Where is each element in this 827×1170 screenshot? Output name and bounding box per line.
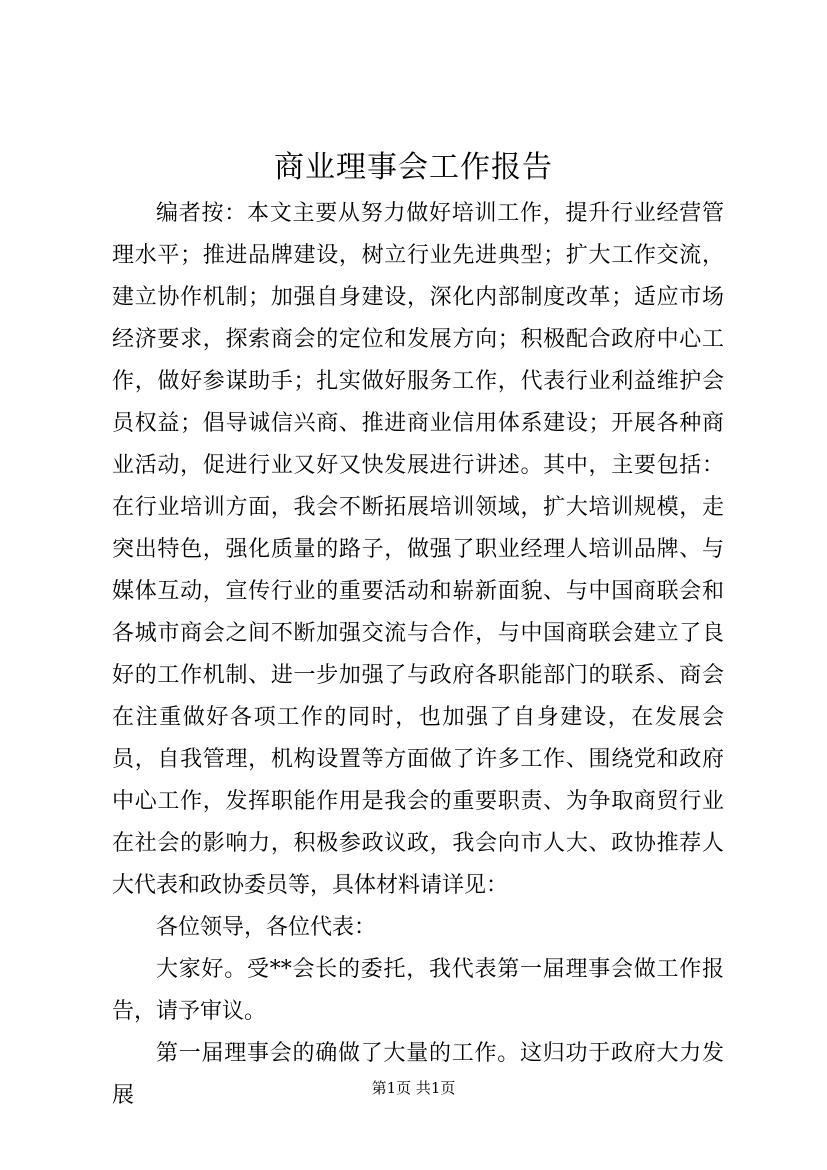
paragraph-greeting: 大家好。受**会长的委托，我代表第一届理事会做工作报告，请予审议。 [112, 957, 724, 1024]
paragraph-work-summary: 第一届理事会的确做了大量的工作。这归功于政府大力发展 [112, 1041, 724, 1108]
paragraph-editor-note: 编者按：本文主要从努力做好培训工作，提升行业经营管理水平；推进品牌建设，树立行业先进典型；扩大工作交流，建立协作机制；加强自身建设，深化内部制度改革；适应市场经济要求，探索商会的定位和发展方向；积极配合政府中心工作，做好参谋助手；扎实做好服务工作，代表行业利益维护会员权益；倡导诚信兴商、推进商业信用体系建设；开展各种商业活动，促进行业又好又快发展进行讲述。其中，主要包括：在行业培训方面，我会不断拓展培训领域，扩大培训规模，走突出特色，强化质量的路子，做强了职业经理人培训品牌、与媒体互动，宣传行业的重要活动和崭新面貌、与中国商联会和各城市商会之间不断加强交流与合作，与中国商联会建立了良好的工作机制、进一步加强了与政府各职能部门的联系、商会在注重做好各项工作的同时，也加强了自身建设，在发展会员，自我管理，机构设置等方面做了许多工作、围绕党和政府中心工作，发挥职能作用是我会的重要职责、为争取商贸行业在社会的影响力，积极参政议政，我会向市人大、政协推荐人大代表和政协委员等，具体材料请详见： [112, 201, 724, 898]
paragraph-salutation: 各位领导，各位代表： [156, 915, 377, 940]
document-body [112, 193, 724, 1117]
document-title: 商业理事会工作报告 [274, 150, 553, 185]
page-number: 第1页 共1页 [371, 1079, 456, 1097]
